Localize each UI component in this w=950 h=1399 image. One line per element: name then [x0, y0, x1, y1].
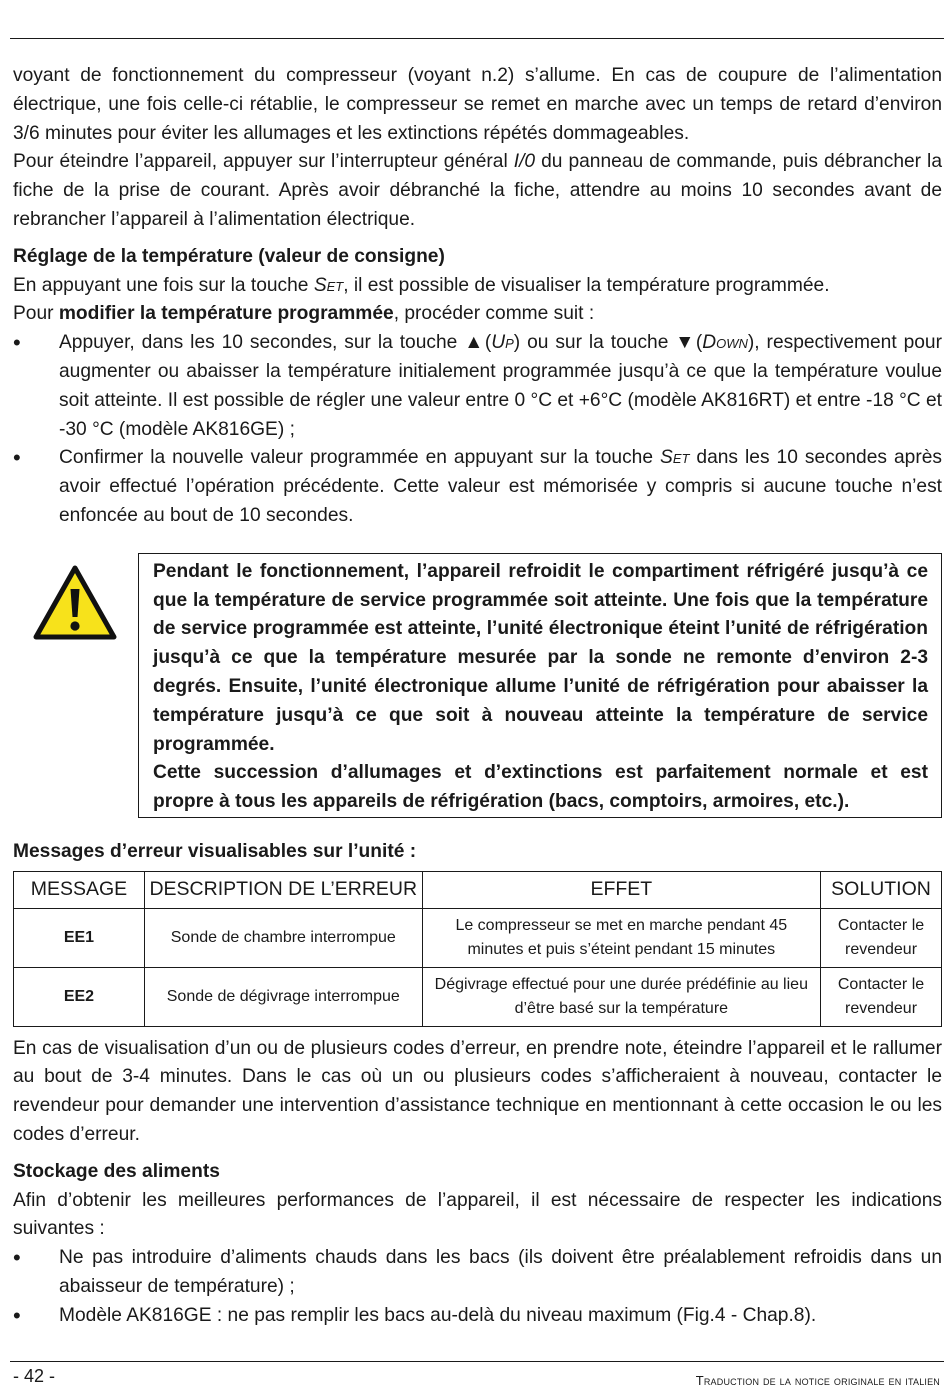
- warning-box: [138, 553, 942, 818]
- list-item: • Ne pas introduire d’aliments chauds dans les bacs (ils doivent être préalablement refroidis dans un abaisseur de température) ;: [13, 1244, 942, 1302]
- set-key-line: En appuyant une fois sur la touche Set, il est possible de visualiser la température programmée.: [13, 274, 830, 296]
- page-number: - 42 -: [13, 1366, 56, 1386]
- error-solution: Contacter le revendeur: [821, 967, 942, 1026]
- storage-heading: Stockage des aliments: [13, 1160, 220, 1182]
- warning-paragraph-1: Pendant le fonctionnement, l’appareil refroidit le compartiment réfrigéré jusqu’à ce que la température de service programmée soit atteinte. Une fois que la température de service programmée est atteinte, l’unité électronique éteint l’unité de réfrigération jusqu’à ce que la température mesurée par la sonde ne remonte d’environ 2-3 degrés. Ensuite, l’unité électronique allume l’unité de réfrigération pour abaisser la température jusqu’à ce que soit à nouveau atteinte la température de service programmée.: [153, 560, 928, 755]
- down-key-label: Down: [702, 332, 748, 354]
- error-code: EE1: [14, 908, 145, 967]
- error-code: EE2: [14, 967, 145, 1026]
- error-description: Sonde de dégivrage interrompue: [144, 967, 422, 1026]
- down-arrow-icon: ▼: [675, 332, 696, 354]
- column-header-description: DESCRIPTION DE L’ERREUR: [144, 871, 422, 908]
- page-content: [13, 62, 942, 1331]
- list-item: • Modèle AK816GE : ne pas remplir les bacs au-delà du niveau maximum (Fig.4 - Chap.8).: [13, 1302, 942, 1331]
- error-description: Sonde de chambre interrompue: [144, 908, 422, 967]
- set-key-label: Set: [660, 447, 690, 469]
- footer-rule: [10, 1361, 944, 1362]
- intro-paragraph-2: Pour éteindre l’appareil, appuyer sur l’interrupteur général I/0 du panneau de commande, puis débrancher la fiche de la prise de courant. Après avoir débranché la fiche, attendre au moins 10 secondes avant de rebrancher l’appareil à l’alimentation électrique.: [13, 151, 942, 230]
- up-key-label: Up: [491, 332, 514, 354]
- modify-line: Pour modifier la température programmée, procéder comme suit :: [13, 303, 595, 325]
- temperature-heading: Réglage de la température (valeur de consigne): [13, 245, 445, 267]
- list-item: • Confirmer la nouvelle valeur programmée en appuyant sur la touche Set dans les 10 secondes après avoir effectué l’opération précédente. Cette valeur est mémorisée y compris si aucune touche n’est enfoncée au bout de 10 secondes.: [13, 444, 942, 530]
- error-table: [13, 871, 942, 1027]
- temperature-steps-list: [13, 329, 942, 531]
- table-row: [14, 908, 942, 967]
- column-header-solution: SOLUTION: [821, 871, 942, 908]
- up-arrow-icon: ▲: [464, 332, 485, 354]
- set-key-label: Set: [313, 274, 344, 296]
- errors-heading: Messages d’erreur visualisables sur l’unité :: [13, 840, 417, 862]
- storage-list: [13, 1244, 942, 1330]
- intro-paragraph-1: voyant de fonctionnement du compresseur (voyant n.2) s’allume. En cas de coupure de l’alimentation électrique, une fois celle-ci rétablie, le compresseur se remet en marche avec un temps de retard d’environ 3/6 minutes pour éviter les allumages et les extinctions répétés dommageables.: [13, 65, 942, 144]
- list-item: • Appuyer, dans les 10 secondes, sur la touche ▲(Up) ou sur la touche ▼(Down), respectivement pour augmenter ou abaisser la température initialement programmée jusqu’à ce que la température voulue soit atteinte. Il est possible de régler une valeur entre 0 °C et +6°C (modèle AK816RT) et entre -18 °C et -30 °C (modèle AK816GE) ;: [13, 329, 942, 444]
- warning-paragraph-2: Cette succession d’allumages et d’extinctions est parfaitement normale et est propre à tous les appareils de réfrigération (bacs, comptoirs, armoires, etc.).: [153, 762, 928, 813]
- error-effect: Dégivrage effectué pour une durée prédéfinie au lieu d’être basé sur la température: [422, 967, 820, 1026]
- main-switch-label: I/0: [513, 151, 536, 173]
- errors-after-paragraph: En cas de visualisation d’un ou de plusieurs codes d’erreur, en prendre note, éteindre l’appareil et le rallumer au bout de 3-4 minutes. Dans le cas où un ou plusieurs codes s’afficheraient à nouveau, contacter le revendeur pour demander une intervention d’assistance technique en mentionnant à cette occasion le ou les codes d’erreur.: [13, 1037, 942, 1145]
- table-header-row: [14, 871, 942, 908]
- storage-intro: Afin d’obtenir les meilleures performances de l’appareil, il est nécessaire de respecter les indications suivantes :: [13, 1189, 942, 1240]
- error-solution: Contacter le revendeur: [821, 908, 942, 967]
- column-header-effect: EFFET: [422, 871, 820, 908]
- footer-translation-note: Traduction de la notice originale en italien: [695, 1373, 940, 1388]
- table-row: [14, 967, 942, 1026]
- error-effect: Le compresseur se met en marche pendant 45 minutes et puis s’éteint pendant 15 minutes: [422, 908, 820, 967]
- header-rule: [10, 38, 944, 39]
- warning-block: [13, 553, 942, 818]
- warning-triangle-icon: [33, 565, 117, 641]
- column-header-message: MESSAGE: [14, 871, 145, 908]
